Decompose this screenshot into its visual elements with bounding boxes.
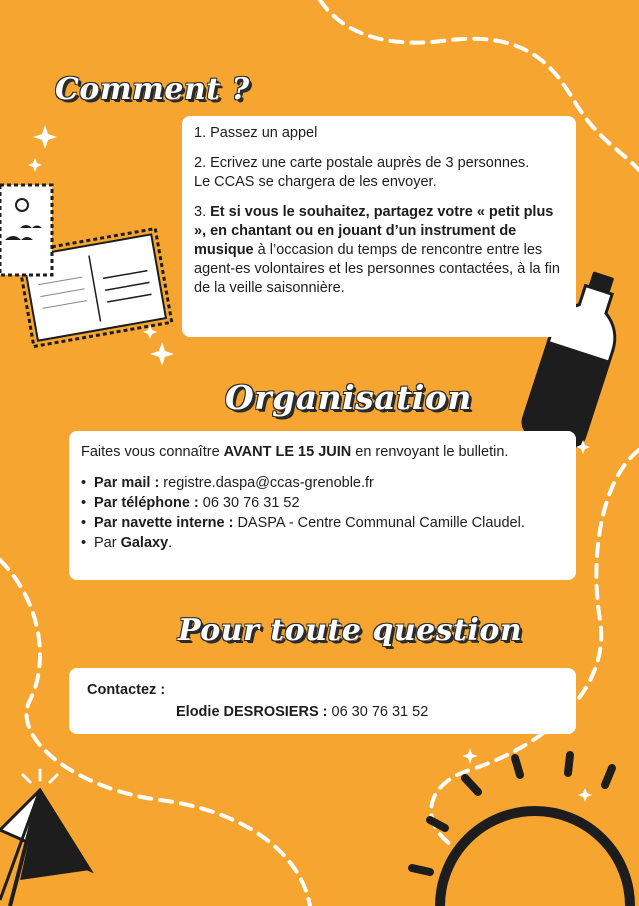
deadline: AVANT LE 15 JUIN bbox=[223, 444, 352, 460]
step-3 bbox=[194, 203, 566, 298]
contact-label-text: Contactez : bbox=[87, 682, 166, 698]
shuttle-value: DASPA - Centre Communal Camille Claudel. bbox=[233, 515, 525, 531]
list-item-galaxy bbox=[81, 534, 566, 553]
intro-text-end: en renvoyant le bulletin. bbox=[351, 444, 509, 460]
umbrella-icon bbox=[0, 770, 90, 906]
list-item-phone bbox=[81, 494, 566, 513]
comment-card bbox=[182, 116, 576, 337]
organisation-intro bbox=[81, 443, 566, 462]
contact-methods-list bbox=[81, 474, 566, 553]
step-2-line-1: 2. Ecrivez une carte postale auprès de 3 personnes. bbox=[194, 155, 530, 171]
step-1: 1. Passez un appel bbox=[194, 125, 318, 141]
question-card bbox=[69, 668, 576, 734]
section-title-comment: Comment ? bbox=[55, 72, 250, 107]
contact-name: Elodie DESROSIERS : bbox=[176, 704, 328, 720]
mail-label: Par mail : bbox=[94, 475, 160, 491]
sun-icon bbox=[412, 755, 630, 906]
step-3-number: 3. bbox=[194, 204, 211, 220]
step-2 bbox=[194, 154, 566, 192]
list-item-mail bbox=[81, 474, 566, 493]
mail-value[interactable]: registre.daspa@ccas-grenoble.fr bbox=[159, 475, 374, 491]
organisation-card bbox=[69, 431, 576, 580]
contact-label bbox=[87, 681, 566, 700]
postcard-icon bbox=[0, 185, 172, 346]
step-2-line-2: Le CCAS se chargera de les envoyer. bbox=[194, 174, 437, 190]
step-3-text: à l’occasion du temps de rencontre entre les agent-es volontaires et les personnes contactées, à la fin de la veille saisonnière. bbox=[194, 242, 560, 296]
intro-text: Faites vous connaître bbox=[81, 444, 224, 460]
galaxy-end: . bbox=[168, 535, 173, 551]
step-3-highlight: Et si vous le souhaitez, partagez votre « petit plus », en chantant ou en jouant d’un instrument de musique bbox=[194, 204, 554, 258]
phone-label: Par téléphone : bbox=[94, 495, 199, 511]
contact-line bbox=[87, 703, 566, 722]
contact-phone: 06 30 76 31 52 bbox=[327, 704, 429, 720]
section-title-question: Pour toute question bbox=[178, 613, 523, 648]
list-item-shuttle bbox=[81, 514, 566, 533]
galaxy-prefix: Par bbox=[94, 535, 121, 551]
phone-value: 06 30 76 31 52 bbox=[198, 495, 300, 511]
section-title-organisation: Organisation bbox=[225, 378, 472, 417]
shuttle-label: Par navette interne : bbox=[94, 515, 234, 531]
galaxy-label: Galaxy bbox=[120, 535, 169, 551]
